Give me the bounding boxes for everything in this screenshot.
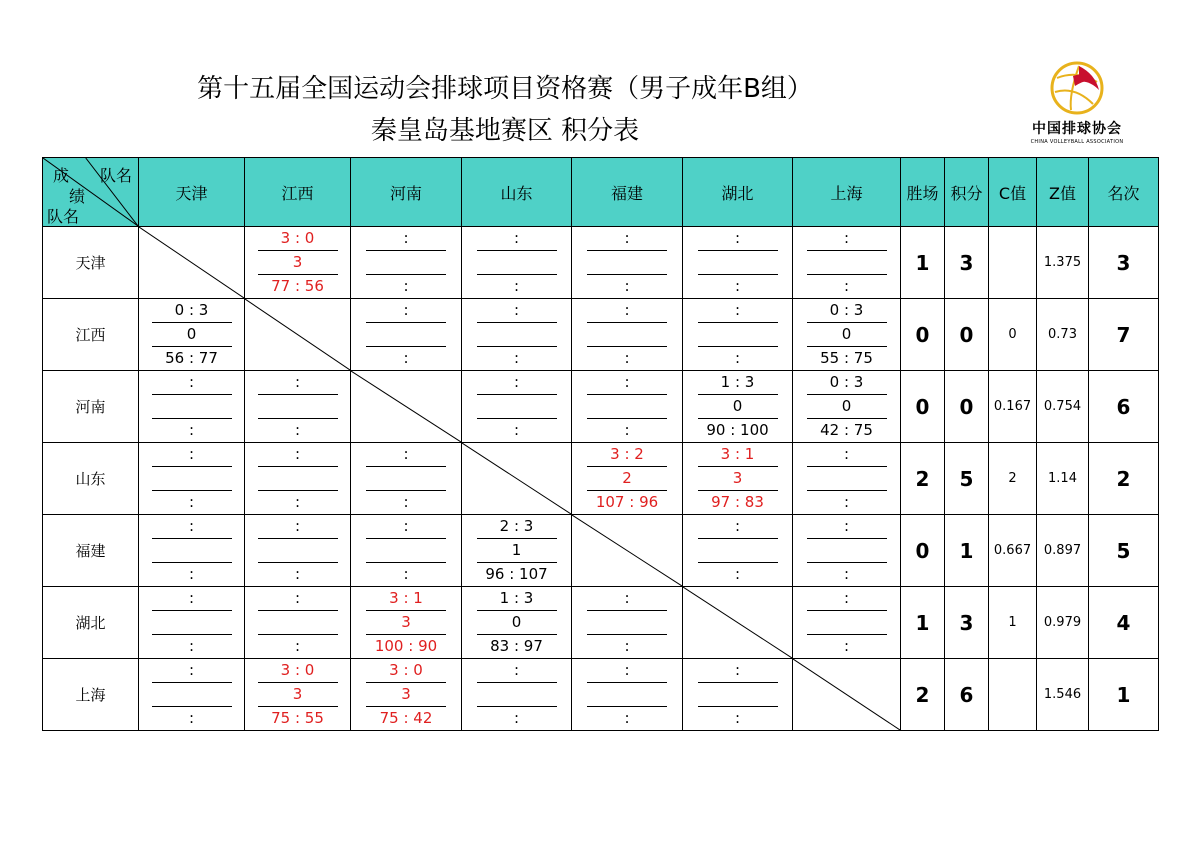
match-result bbox=[477, 659, 557, 730]
match-cell bbox=[139, 371, 245, 443]
match-points bbox=[258, 539, 338, 563]
c-value: 2 bbox=[989, 443, 1037, 515]
column-header-team: 天津 bbox=[139, 158, 245, 227]
match-result bbox=[587, 299, 667, 370]
set-score: : bbox=[477, 371, 557, 395]
point-score: : bbox=[294, 637, 301, 655]
match-cell bbox=[462, 587, 572, 659]
match-points bbox=[587, 611, 667, 635]
set-score: : bbox=[366, 515, 446, 539]
points-value: 3 bbox=[945, 587, 989, 659]
match-cell bbox=[683, 299, 793, 371]
match-result bbox=[698, 227, 778, 298]
rank-value: 3 bbox=[1089, 227, 1159, 299]
match-result bbox=[366, 587, 446, 658]
set-score: 3 : 0 bbox=[258, 659, 338, 683]
set-score: : bbox=[807, 227, 887, 251]
match-result bbox=[258, 443, 338, 514]
score-table bbox=[42, 157, 1159, 731]
volleyball-logo-icon bbox=[1049, 60, 1105, 116]
logo-text-cn: 中国排球协会 bbox=[1032, 121, 1122, 137]
match-points bbox=[807, 251, 887, 275]
point-score: : bbox=[624, 709, 630, 727]
match-points bbox=[587, 395, 667, 419]
match-cell bbox=[793, 443, 901, 515]
points-value: 0 bbox=[945, 299, 989, 371]
match-result bbox=[152, 515, 232, 586]
match-result bbox=[477, 299, 557, 370]
match-points bbox=[366, 467, 446, 491]
match-cell bbox=[793, 587, 901, 659]
match-points bbox=[587, 251, 667, 275]
column-header-stat: Z值 bbox=[1037, 158, 1089, 227]
wins-value: 1 bbox=[901, 227, 945, 299]
point-score: : bbox=[403, 493, 409, 511]
point-score: : bbox=[403, 277, 409, 295]
point-score: 97 : 83 bbox=[711, 493, 764, 511]
rank-value: 4 bbox=[1089, 587, 1159, 659]
rank-value: 1 bbox=[1089, 659, 1159, 731]
point-score: : bbox=[188, 709, 195, 727]
diagonal-cell bbox=[139, 227, 245, 299]
match-cell bbox=[572, 587, 683, 659]
match-result bbox=[366, 299, 446, 370]
row-team-name: 湖北 bbox=[43, 587, 139, 659]
point-score: : bbox=[734, 349, 741, 367]
match-result bbox=[807, 587, 887, 658]
match-cell bbox=[462, 371, 572, 443]
match-points bbox=[152, 467, 232, 491]
point-score: : bbox=[734, 277, 741, 295]
match-points: 0 bbox=[807, 323, 887, 347]
set-score: 3 : 1 bbox=[698, 443, 778, 467]
match-points bbox=[477, 395, 557, 419]
set-score: 0 : 3 bbox=[152, 299, 232, 323]
match-points: 2 bbox=[587, 467, 667, 491]
match-points bbox=[698, 323, 778, 347]
match-cell bbox=[462, 659, 572, 731]
diagonal-cell bbox=[245, 299, 351, 371]
row-team-name: 江西 bbox=[43, 299, 139, 371]
table-row bbox=[43, 227, 1159, 299]
set-score: : bbox=[587, 659, 667, 683]
corner-label-top-left: 成 bbox=[53, 166, 70, 185]
match-result bbox=[152, 371, 232, 442]
set-score: : bbox=[807, 587, 887, 611]
match-result bbox=[152, 659, 232, 730]
c-value: 0.667 bbox=[989, 515, 1037, 587]
match-cell bbox=[139, 587, 245, 659]
points-value: 1 bbox=[945, 515, 989, 587]
match-points bbox=[587, 323, 667, 347]
c-value bbox=[989, 659, 1037, 731]
diagonal-line bbox=[683, 587, 792, 658]
point-score: : bbox=[843, 565, 850, 583]
set-score: : bbox=[807, 515, 887, 539]
match-cell bbox=[139, 299, 245, 371]
match-result bbox=[807, 515, 887, 586]
point-score: 83 : 97 bbox=[490, 637, 543, 655]
diagonal-cell bbox=[793, 659, 901, 731]
point-score: 77 : 56 bbox=[271, 277, 324, 295]
set-score: : bbox=[698, 299, 778, 323]
set-score: 1 : 3 bbox=[698, 371, 778, 395]
c-value: 0.167 bbox=[989, 371, 1037, 443]
match-cell bbox=[139, 515, 245, 587]
match-cell bbox=[351, 299, 462, 371]
match-result bbox=[477, 371, 557, 442]
match-points bbox=[152, 539, 232, 563]
corner-label-bottom-left: 队名 bbox=[47, 207, 80, 226]
wins-value: 2 bbox=[901, 443, 945, 515]
match-points bbox=[698, 539, 778, 563]
point-score: : bbox=[624, 349, 630, 367]
c-value: 0 bbox=[989, 299, 1037, 371]
match-points: 0 bbox=[477, 611, 557, 635]
row-team-name: 上海 bbox=[43, 659, 139, 731]
set-score: 1 : 3 bbox=[477, 587, 557, 611]
match-result bbox=[258, 371, 338, 442]
match-points bbox=[807, 611, 887, 635]
point-score: : bbox=[513, 277, 520, 295]
match-result bbox=[152, 587, 232, 658]
row-team-name: 福建 bbox=[43, 515, 139, 587]
title-line-1: 第十五届全国运动会排球项目资格赛（男子成年B组） bbox=[197, 74, 813, 104]
match-cell bbox=[683, 227, 793, 299]
match-cell bbox=[683, 443, 793, 515]
set-score: : bbox=[698, 515, 778, 539]
point-score: : bbox=[624, 421, 630, 439]
match-cell bbox=[462, 299, 572, 371]
rank-value: 6 bbox=[1089, 371, 1159, 443]
match-cell bbox=[793, 227, 901, 299]
match-points bbox=[152, 611, 232, 635]
match-points bbox=[366, 539, 446, 563]
set-score: 3 : 1 bbox=[366, 587, 446, 611]
match-points bbox=[807, 467, 887, 491]
match-cell bbox=[139, 443, 245, 515]
set-score: : bbox=[152, 371, 232, 395]
set-score: 0 : 3 bbox=[807, 299, 887, 323]
match-cell bbox=[683, 515, 793, 587]
z-value: 0.73 bbox=[1037, 299, 1089, 371]
match-cell bbox=[351, 587, 462, 659]
point-score: : bbox=[843, 277, 850, 295]
point-score: : bbox=[294, 565, 301, 583]
point-score: : bbox=[513, 421, 520, 439]
table-row bbox=[43, 515, 1159, 587]
match-cell bbox=[351, 443, 462, 515]
z-value: 1.375 bbox=[1037, 227, 1089, 299]
point-score: : bbox=[624, 277, 630, 295]
match-result bbox=[807, 227, 887, 298]
wins-value: 2 bbox=[901, 659, 945, 731]
match-points: 1 bbox=[477, 539, 557, 563]
corner-label-middle: 绩 bbox=[69, 187, 86, 206]
match-cell bbox=[793, 371, 901, 443]
column-header-team: 山东 bbox=[462, 158, 572, 227]
points-value: 6 bbox=[945, 659, 989, 731]
match-result bbox=[152, 443, 232, 514]
point-score: : bbox=[734, 565, 741, 583]
set-score: : bbox=[152, 659, 232, 683]
point-score: : bbox=[513, 349, 520, 367]
match-points: 3 bbox=[258, 683, 338, 707]
match-result bbox=[366, 227, 446, 298]
point-score: : bbox=[843, 493, 850, 511]
z-value: 0.897 bbox=[1037, 515, 1089, 587]
point-score: 42 : 75 bbox=[820, 421, 873, 439]
diagonal-line bbox=[572, 515, 682, 586]
point-score: 96 : 107 bbox=[485, 565, 548, 583]
match-points bbox=[698, 683, 778, 707]
wins-value: 0 bbox=[901, 371, 945, 443]
diagonal-cell bbox=[683, 587, 793, 659]
match-points: 0 bbox=[698, 395, 778, 419]
point-score: : bbox=[294, 421, 301, 439]
match-result bbox=[807, 299, 887, 370]
set-score: 2 : 3 bbox=[477, 515, 557, 539]
match-result bbox=[477, 587, 557, 658]
table-row bbox=[43, 659, 1159, 731]
match-points bbox=[152, 395, 232, 419]
column-header-stat: C值 bbox=[989, 158, 1037, 227]
table-row bbox=[43, 587, 1159, 659]
column-header-team: 湖北 bbox=[683, 158, 793, 227]
point-score: : bbox=[403, 565, 409, 583]
set-score: : bbox=[258, 515, 338, 539]
column-header-team: 上海 bbox=[793, 158, 901, 227]
match-cell bbox=[245, 587, 351, 659]
z-value: 1.546 bbox=[1037, 659, 1089, 731]
row-team-name: 天津 bbox=[43, 227, 139, 299]
points-value: 3 bbox=[945, 227, 989, 299]
match-points: 0 bbox=[807, 395, 887, 419]
diagonal-line bbox=[351, 371, 461, 442]
set-score: : bbox=[258, 443, 338, 467]
points-value: 0 bbox=[945, 371, 989, 443]
match-result bbox=[366, 659, 446, 730]
point-score: : bbox=[403, 349, 409, 367]
column-header-team: 江西 bbox=[245, 158, 351, 227]
rank-value: 7 bbox=[1089, 299, 1159, 371]
z-value: 0.979 bbox=[1037, 587, 1089, 659]
set-score: : bbox=[258, 587, 338, 611]
row-team-name: 河南 bbox=[43, 371, 139, 443]
set-score: : bbox=[587, 587, 667, 611]
cva-logo bbox=[1022, 60, 1132, 152]
match-cell bbox=[572, 299, 683, 371]
match-points bbox=[587, 683, 667, 707]
point-score: : bbox=[513, 709, 520, 727]
diagonal-line bbox=[139, 227, 244, 298]
match-result bbox=[587, 587, 667, 658]
point-score: 100 : 90 bbox=[374, 637, 438, 655]
set-score: : bbox=[366, 227, 446, 251]
column-header-team: 河南 bbox=[351, 158, 462, 227]
match-points bbox=[366, 251, 446, 275]
diagonal-line bbox=[462, 443, 571, 514]
match-result bbox=[807, 443, 887, 514]
column-header-stat: 胜场 bbox=[901, 158, 945, 227]
point-score: 56 : 77 bbox=[165, 349, 218, 367]
point-score: : bbox=[294, 493, 301, 511]
match-result bbox=[698, 371, 778, 442]
column-header-team: 福建 bbox=[572, 158, 683, 227]
set-score: : bbox=[698, 659, 778, 683]
match-points: 3 bbox=[366, 683, 446, 707]
match-cell bbox=[683, 371, 793, 443]
set-score: : bbox=[152, 443, 232, 467]
table-row bbox=[43, 299, 1159, 371]
c-value: 1 bbox=[989, 587, 1037, 659]
match-cell bbox=[351, 515, 462, 587]
point-score: 75 : 42 bbox=[379, 709, 433, 727]
set-score: 3 : 2 bbox=[587, 443, 667, 467]
point-score: 107 : 96 bbox=[595, 493, 659, 511]
wins-value: 0 bbox=[901, 299, 945, 371]
match-cell bbox=[572, 443, 683, 515]
match-points: 3 bbox=[258, 251, 338, 275]
point-score: : bbox=[188, 421, 195, 439]
points-value: 5 bbox=[945, 443, 989, 515]
point-score: 55 : 75 bbox=[820, 349, 873, 367]
match-cell bbox=[572, 371, 683, 443]
set-score: : bbox=[698, 227, 778, 251]
row-team-name: 山东 bbox=[43, 443, 139, 515]
match-result bbox=[258, 587, 338, 658]
match-points bbox=[366, 323, 446, 347]
point-score: : bbox=[188, 565, 195, 583]
match-result bbox=[366, 443, 446, 514]
set-score: : bbox=[152, 515, 232, 539]
title-line-2: 秦皇岛基地赛区 积分表 bbox=[370, 116, 640, 146]
rank-value: 2 bbox=[1089, 443, 1159, 515]
match-result bbox=[587, 659, 667, 730]
point-score: : bbox=[843, 637, 850, 655]
set-score: 0 : 3 bbox=[807, 371, 887, 395]
match-points bbox=[698, 251, 778, 275]
match-cell bbox=[245, 659, 351, 731]
logo-text-en: CHINA VOLLEYBALL ASSOCIATION bbox=[1030, 139, 1124, 145]
match-result bbox=[698, 443, 778, 514]
set-score: : bbox=[477, 227, 557, 251]
match-result bbox=[477, 515, 557, 586]
match-result bbox=[258, 227, 338, 298]
match-result bbox=[477, 227, 557, 298]
match-result bbox=[698, 659, 778, 730]
match-points: 3 bbox=[698, 467, 778, 491]
point-score: : bbox=[734, 709, 741, 727]
match-points bbox=[258, 395, 338, 419]
header-row bbox=[43, 158, 1159, 227]
set-score: : bbox=[587, 299, 667, 323]
match-cell bbox=[351, 659, 462, 731]
match-cell bbox=[572, 227, 683, 299]
table-row bbox=[43, 371, 1159, 443]
diagonal-line bbox=[245, 299, 350, 370]
point-score: 75 : 55 bbox=[271, 709, 324, 727]
match-result bbox=[258, 515, 338, 586]
match-points bbox=[807, 539, 887, 563]
z-value: 1.14 bbox=[1037, 443, 1089, 515]
table-row bbox=[43, 443, 1159, 515]
match-result bbox=[587, 443, 667, 514]
match-result bbox=[587, 227, 667, 298]
column-header-stat: 名次 bbox=[1089, 158, 1159, 227]
match-cell bbox=[245, 515, 351, 587]
match-result bbox=[152, 299, 232, 370]
match-points: 3 bbox=[366, 611, 446, 635]
set-score: 3 : 0 bbox=[258, 227, 338, 251]
diagonal-cell bbox=[572, 515, 683, 587]
match-result bbox=[698, 515, 778, 586]
set-score: : bbox=[587, 227, 667, 251]
match-result bbox=[258, 659, 338, 730]
set-score: : bbox=[152, 587, 232, 611]
match-points bbox=[477, 251, 557, 275]
point-score: : bbox=[624, 637, 630, 655]
match-points bbox=[477, 683, 557, 707]
match-cell bbox=[462, 227, 572, 299]
match-points bbox=[477, 323, 557, 347]
diagonal-cell bbox=[462, 443, 572, 515]
point-score: 90 : 100 bbox=[706, 421, 769, 439]
match-cell bbox=[139, 659, 245, 731]
match-cell bbox=[351, 227, 462, 299]
column-header-stat: 积分 bbox=[945, 158, 989, 227]
match-cell bbox=[245, 371, 351, 443]
match-result bbox=[366, 515, 446, 586]
diagonal-cell bbox=[351, 371, 462, 443]
match-points bbox=[152, 683, 232, 707]
match-cell bbox=[683, 659, 793, 731]
set-score: : bbox=[477, 659, 557, 683]
z-value: 0.754 bbox=[1037, 371, 1089, 443]
wins-value: 0 bbox=[901, 515, 945, 587]
wins-value: 1 bbox=[901, 587, 945, 659]
match-cell bbox=[245, 227, 351, 299]
set-score: : bbox=[477, 299, 557, 323]
set-score: : bbox=[366, 443, 446, 467]
match-points: 0 bbox=[152, 323, 232, 347]
match-points bbox=[258, 467, 338, 491]
corner-cell bbox=[43, 158, 139, 227]
set-score: : bbox=[258, 371, 338, 395]
match-cell bbox=[245, 443, 351, 515]
match-cell bbox=[462, 515, 572, 587]
match-result bbox=[587, 371, 667, 442]
set-score: : bbox=[807, 443, 887, 467]
set-score: 3 : 0 bbox=[366, 659, 446, 683]
diagonal-line bbox=[793, 659, 900, 730]
match-cell bbox=[793, 515, 901, 587]
rank-value: 5 bbox=[1089, 515, 1159, 587]
set-score: : bbox=[587, 371, 667, 395]
match-cell bbox=[572, 659, 683, 731]
set-score: : bbox=[366, 299, 446, 323]
point-score: : bbox=[188, 493, 195, 511]
c-value bbox=[989, 227, 1037, 299]
match-cell bbox=[793, 299, 901, 371]
match-result bbox=[807, 371, 887, 442]
point-score: : bbox=[188, 637, 195, 655]
corner-label-top-right: 队名 bbox=[99, 166, 132, 185]
match-points bbox=[258, 611, 338, 635]
match-result bbox=[698, 299, 778, 370]
